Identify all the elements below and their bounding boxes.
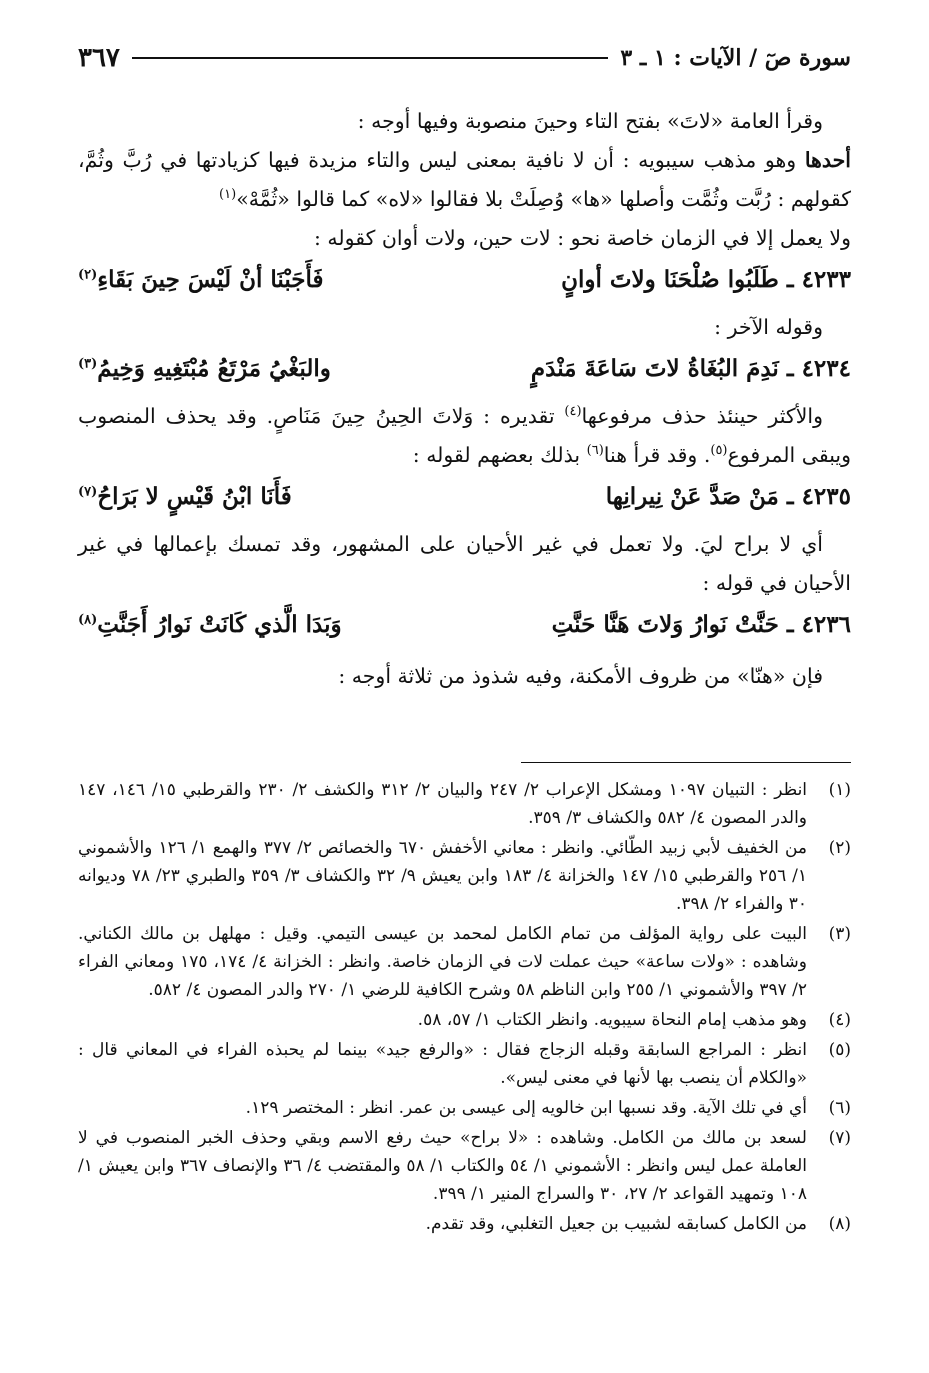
- footnote-number: (٤): [828, 1010, 851, 1030]
- verse-first-hemistich: حَنَّتْ نَوارُ وَلاتَ هَنَّا حَنَّتِ: [551, 611, 779, 638]
- verse-second-hemistich: فَأَنَا ابْنُ قَيْسٍ لا بَرَاحُ$^{(٧)}$: [78, 483, 292, 510]
- verse-4234: [78, 347, 851, 391]
- paragraph-text: وقوله الآخر :: [714, 315, 823, 339]
- footnote-number: (٦): [828, 1098, 851, 1118]
- paragraph: [78, 525, 851, 603]
- paragraph-text: والأكثر حينئذ حذف مرفوعها: [581, 404, 823, 428]
- verse-first-hemistich: طَلَبُوا صُلْحَنَا ولاتَ أوانٍ: [561, 266, 779, 293]
- footnotes: [78, 776, 851, 1240]
- paragraph-text: بذلك بعضهم لقوله :: [412, 443, 587, 467]
- footnote-text: وهو مذهب إمام النحاة سيبويه. وانظر الكتاب ١/ ٥٧، ٥٨.: [417, 1010, 807, 1030]
- paragraph-text: وقرأ العامة «لاتَ» بفتح التاء وحينَ منصوبة وفيها أوجه :: [357, 109, 823, 133]
- footnote-number: (١): [828, 780, 851, 800]
- paragraph-text: . وقد قرأ هنا: [603, 443, 711, 467]
- footnote-number: (٥): [828, 1040, 851, 1060]
- verse-first-hemistich: مَنْ صَدَّ عَنْ نِيرانِها: [605, 483, 779, 510]
- footnote-text: من الكامل كسابقه لشبيب بن جعيل التغلبي، وقد تقدم.: [425, 1214, 807, 1234]
- footnote-ref[interactable]: (٦): [586, 443, 604, 459]
- paragraph: [78, 141, 851, 219]
- verse-second-hemistich: فَأَجَبْنَا أنْ لَيْسَ حِينَ بَقَاءِ$^{(٢)}$: [78, 266, 324, 293]
- header-rule: [132, 57, 608, 59]
- paragraph-text: أي لا براح ليَ. ولا تعمل في غير الأحيان على المشهور، وقد تمسك بإعمالها في غير الأحيان في قوله :: [78, 532, 851, 595]
- footnote: [78, 920, 851, 1004]
- paragraph-text: وهو مذهب سيبويه : أن لا نافية بمعنى ليس والتاء مزيدة فيها كزيادتها في رُبَّ وثُمَّ، كقولهم : رُبَّت وثُمَّت وأصلها «ها» وُصِلَتْ بلا فقالوا «لاه» كما قالوا «ثُمَّهْ»: [78, 148, 851, 211]
- footnote-ref[interactable]: (٨): [78, 612, 98, 628]
- footnote: [78, 834, 851, 918]
- verse-4235: [78, 475, 851, 519]
- footnote-number: (٨): [828, 1214, 851, 1234]
- verse-second-hemistich: والبَغْيُ مَرْتَعُ مُبْتَغِيهِ وَخِيمُ$^{(٣)}$: [78, 355, 331, 382]
- footnote-ref[interactable]: (٢): [78, 267, 98, 283]
- running-header: [78, 36, 851, 80]
- footnote-ref[interactable]: (٥): [710, 443, 728, 459]
- footnote: [78, 1124, 851, 1208]
- footnote-ref[interactable]: (٤): [564, 404, 582, 420]
- footnote: [78, 1210, 851, 1238]
- footnote-text: انظر : المراجع السابقة وقبله الزجاج فقال : «والرفع جيد» بينما لم يحبذه الفراء في المعاني قال : «والكلام أن ينصب بها لأنها في معنى ليس».: [78, 1040, 807, 1088]
- footnote-text: انظر : التبيان ١٠٩٧ ومشكل الإعراب ٢/ ٢٤٧ والبيان ٢/ ٣١٢ والكشف ٢/ ٢٣٠ والقرطبي ١٥/ ١٤٦، ١٤٧ والدر المصون ٤/ ٥٨٢ والكشاف ٣/ ٣٥٩.: [78, 780, 808, 828]
- verse-4236: [78, 603, 851, 647]
- footnote-ref[interactable]: (١): [219, 187, 237, 203]
- footnote-text: البيت على رواية المؤلف من تمام الكامل لمحمد بن عيسى التيمي. وقيل : مهلهل بن مالك الكناني. وشاهده : «ولات ساعة» حيث عملت لات في الزمان خاصة. وانظر : الخزانة ٤/ ١٧٤، ١٧٥ ومعاني الفراء ٢/ ٣٩٧ والأشموني ١/ ٢٥٥ وابن الناظم ٥٨ وشرح الكافية للرضي ١/ ٢٧٠ والدر المصون ٤/ ٥٨٢.: [78, 924, 808, 1000]
- footnote-text: لسعد بن مالك من الكامل. وشاهده : «لا براح» حيث رفع الاسم وبقي وحذف الخبر المنصوب في لا العاملة عمل ليس وانظر : الأشموني ١/ ٥٤ والكتاب ١/ ٥٨ والمقتضب ٤/ ٣٦ والإنصاف ٣٦٧ وابن يعيش ١/ ١٠٨ وتمهيد القواعد ٢/ ٢٧، ٣٠ والسراج المنير ١/ ٣٩٩.: [78, 1128, 807, 1204]
- paragraph-text: فإن «هنّا» من ظروف الأمكنة، وفيه شذوذ من ثلاثة أوجه :: [338, 664, 823, 688]
- header-title: سورة صٓ / الآيات : ١ ـ ٣: [620, 45, 851, 71]
- footnote: [78, 776, 851, 832]
- verse-4233: [78, 258, 851, 302]
- footnote-number: (٣): [828, 924, 851, 944]
- verse-number: ٤٢٣٤ ـ: [786, 355, 851, 382]
- main-text: [78, 102, 851, 696]
- paragraph: [78, 102, 851, 141]
- verse-number: ٤٢٣٣ ـ: [786, 266, 851, 293]
- footnote-number: (٧): [828, 1128, 851, 1148]
- paragraph-text: ولا يعمل إلا في الزمان خاصة نحو : لات حين، ولات أوان كقوله :: [313, 226, 851, 250]
- verse-first-hemistich: نَدِمَ البُغَاةُ لاتَ سَاعَةَ مَنْدَمٍ: [530, 355, 779, 382]
- verse-number: ٤٢٣٥ ـ: [786, 483, 851, 510]
- page-number: ٣٦٧: [78, 43, 120, 73]
- footnote: [78, 1036, 851, 1092]
- paragraph: [78, 219, 851, 258]
- footnote: [78, 1094, 851, 1122]
- footnote-number: (٢): [828, 838, 851, 858]
- paragraph: [78, 397, 851, 475]
- verse-second-hemistich: وَبَدَا الَّذي كَانَتْ نَوارُ أَجَنَّتِ$^{(٨)}$: [78, 611, 342, 638]
- footnote-separator: [521, 762, 851, 763]
- bold-lead: أحدها: [804, 148, 851, 172]
- footnote-ref[interactable]: (٣): [78, 356, 98, 372]
- footnote-text: أي في تلك الآية. وقد نسبها ابن خالويه إلى عيسى بن عمر. انظر : المختصر ١٢٩.: [245, 1098, 807, 1118]
- verse-number: ٤٢٣٦ ـ: [786, 611, 851, 638]
- paragraph-text: تقديره : وَلاتَ الحِينُ حِينَ مَنَاصٍ. وقد يحذف المنصوب ويبقى المرفوع: [78, 404, 851, 467]
- footnote: [78, 1006, 851, 1034]
- paragraph: [78, 308, 851, 347]
- paragraph: [78, 657, 851, 696]
- footnote-text: من الخفيف لأبي زبيد الطّائي. وانظر : معاني الأخفش ٦٧٠ والخصائص ٢/ ٣٧٧ والهمع ١/ ١٢٦ والأشموني ١/ ٢٥٦ والقرطبي ١٥/ ١٤٧ والخزانة ٤/ ١٨٣ وابن يعيش ٩/ ٣٢ والكشاف ٣/ ٣٥٩ والطبري ٢٣/ ٧٨ وديوانه ٣٠ والفراء ٢/ ٣٩٨.: [78, 838, 807, 914]
- footnote-ref[interactable]: (٧): [78, 484, 98, 500]
